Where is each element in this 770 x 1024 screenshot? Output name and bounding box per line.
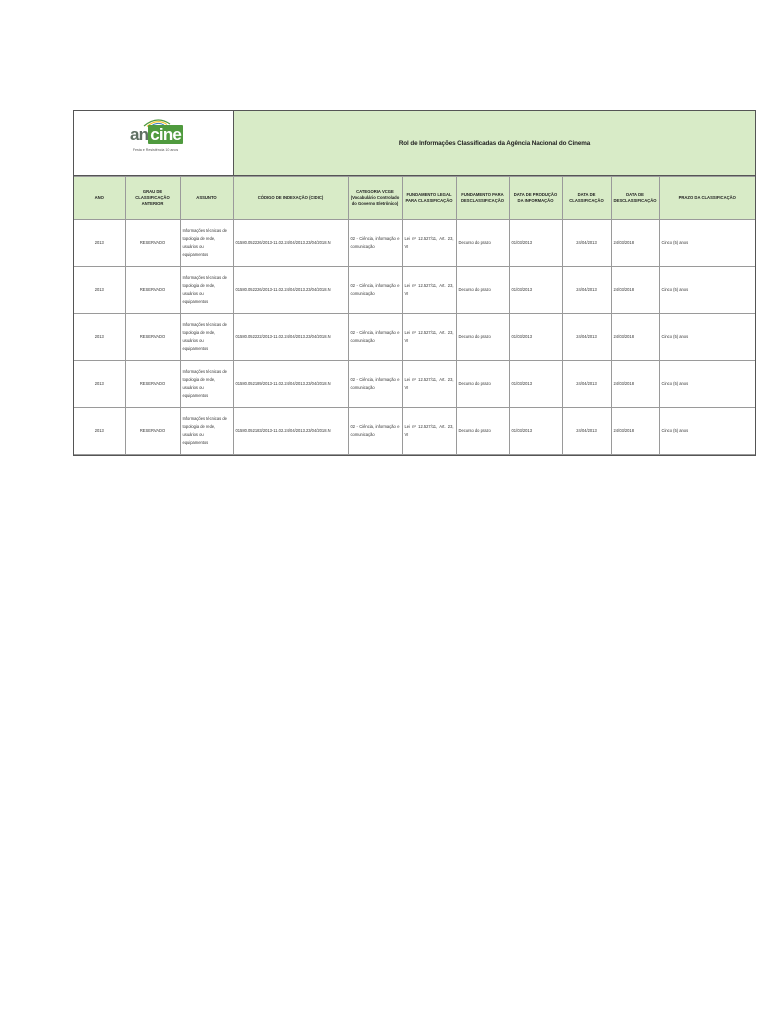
cell-data-classificacao: 24/04/2013 [562,314,611,361]
cell-fundamento-desclassificacao: Decurso do prazo [456,361,509,408]
cell-data-classificacao: 24/04/2013 [562,408,611,455]
col-header-fundamento-desclassificacao: FUNDAMENTO PARA DESCLASSIFICAÇÃO [456,177,509,220]
cell-data-desclassificacao: 24/03/2018 [611,361,659,408]
cell-assunto: Informações técnicas de topologia de rede, usuários ou equipamentos [180,314,233,361]
cell-fundamento-desclassificacao: Decurso do prazo [456,220,509,267]
cell-ano: 2013 [74,267,125,314]
cell-fundamento-desclassificacao: Decurso do prazo [456,314,509,361]
cell-cidic: 01580.052226/2013-11.02.24/04/2013.23/04/2018.N [233,267,348,314]
cell-vcge: 02 - Ciência, informação e comunicação [348,408,402,455]
cell-cidic: 01580.052226/2013-11.02.24/04/2013.23/04/2018.N [233,220,348,267]
col-header-data-producao: DATA DE PRODUÇÃO DA INFORMAÇÃO [509,177,562,220]
table-row [74,408,755,455]
logo-tagline: Festa e Resistência 10 anos [132,148,179,152]
cell-ano: 2013 [74,408,125,455]
cell-fundamento-legal: Lei nº 12.527/11, Art. 23, VI [402,220,456,267]
classified-info-table [74,176,755,455]
col-header-vcge: CATEGORIA VCGE (Vocabulário Controlado do Governo Eletrônico) [348,177,402,220]
cell-data-producao: 01/03/2013 [509,361,562,408]
cell-data-desclassificacao: 24/03/2018 [611,267,659,314]
cell-data-desclassificacao: 24/03/2018 [611,314,659,361]
col-header-cidic: CÓDIGO DE INDEXAÇÃO (CIDIC) [233,177,348,220]
cell-vcge: 02 - Ciência, informação e comunicação [348,314,402,361]
cell-cidic: 01580.052183/2013-11.02.24/04/2013.23/04/2018.N [233,408,348,455]
cell-assunto: Informações técnicas de topologia de rede, usuários ou equipamentos [180,361,233,408]
cell-data-desclassificacao: 24/03/2018 [611,220,659,267]
cell-prazo: Cinco (5) anos [659,314,755,361]
cell-cidic: 01580.052222/2013-11.02.24/04/2013.23/04/2018.N [233,314,348,361]
cell-data-producao: 01/03/2013 [509,408,562,455]
col-header-prazo: PRAZO DA CLASSIFICAÇÃO [659,177,755,220]
cell-data-producao: 01/03/2013 [509,267,562,314]
cell-prazo: Cinco (5) anos [659,220,755,267]
table-row [74,314,755,361]
cell-data-desclassificacao: 24/03/2018 [611,408,659,455]
cell-fundamento-desclassificacao: Decurso do prazo [456,267,509,314]
sheet-header [74,111,755,176]
cell-grau: RESERVADO [125,267,180,314]
cell-vcge: 02 - Ciência, informação e comunicação [348,267,402,314]
classified-info-sheet [73,110,756,456]
col-header-data-classificacao: DATA DE CLASSIFICAÇÃO [562,177,611,220]
cell-assunto: Informações técnicas de topologia de rede, usuários ou equipamentos [180,408,233,455]
cell-grau: RESERVADO [125,220,180,267]
cell-data-producao: 01/03/2013 [509,314,562,361]
cell-grau: RESERVADO [125,361,180,408]
cell-ano: 2013 [74,314,125,361]
header-row [74,177,755,220]
logo-wordmark: an cine [130,125,182,144]
cell-fundamento-legal: Lei nº 12.527/11, Art. 23, VI [402,361,456,408]
cell-fundamento-desclassificacao: Decurso do prazo [456,408,509,455]
cell-prazo: Cinco (5) anos [659,408,755,455]
table-row [74,220,755,267]
cell-fundamento-legal: Lei nº 12.527/11, Art. 23, VI [402,314,456,361]
col-header-ano: ANO [74,177,125,220]
cell-data-classificacao: 24/04/2013 [562,220,611,267]
logo-cell [74,111,234,175]
cell-ano: 2013 [74,361,125,408]
col-header-assunto: ASSUNTO [180,177,233,220]
cell-data-classificacao: 24/04/2013 [562,267,611,314]
col-header-grau: GRAU DE CLASSIFICAÇÃO ANTERIOR [125,177,180,220]
page-title: Rol de Informações Classificadas da Agência Nacional do Cinema [398,139,591,147]
cell-fundamento-legal: Lei nº 12.527/11, Art. 23, VI [402,267,456,314]
cell-data-producao: 01/03/2013 [509,220,562,267]
ancine-logo [128,117,183,173]
title-cell [234,111,755,175]
col-header-fundamento-legal: FUNDAMENTO LEGAL PARA CLASSIFICAÇÃO [402,177,456,220]
cell-vcge: 02 - Ciência, informação e comunicação [348,361,402,408]
cell-cidic: 01580.052189/2013-11.02.24/04/2013.23/04/2018.N [233,361,348,408]
col-header-data-desclassificacao: DATA DE DESCLASSIFICAÇÃO [611,177,659,220]
cell-grau: RESERVADO [125,408,180,455]
cell-assunto: Informações técnicas de topologia de rede, usuários ou equipamentos [180,267,233,314]
cell-data-classificacao: 24/04/2013 [562,361,611,408]
cell-fundamento-legal: Lei nº 12.527/11, Art. 23, VI [402,408,456,455]
table-row [74,361,755,408]
table-row [74,267,755,314]
cell-prazo: Cinco (5) anos [659,267,755,314]
cell-vcge: 02 - Ciência, informação e comunicação [348,220,402,267]
cell-prazo: Cinco (5) anos [659,361,755,408]
cell-assunto: Informações técnicas de topologia de rede, usuários ou equipamentos [180,220,233,267]
cell-ano: 2013 [74,220,125,267]
cell-grau: RESERVADO [125,314,180,361]
